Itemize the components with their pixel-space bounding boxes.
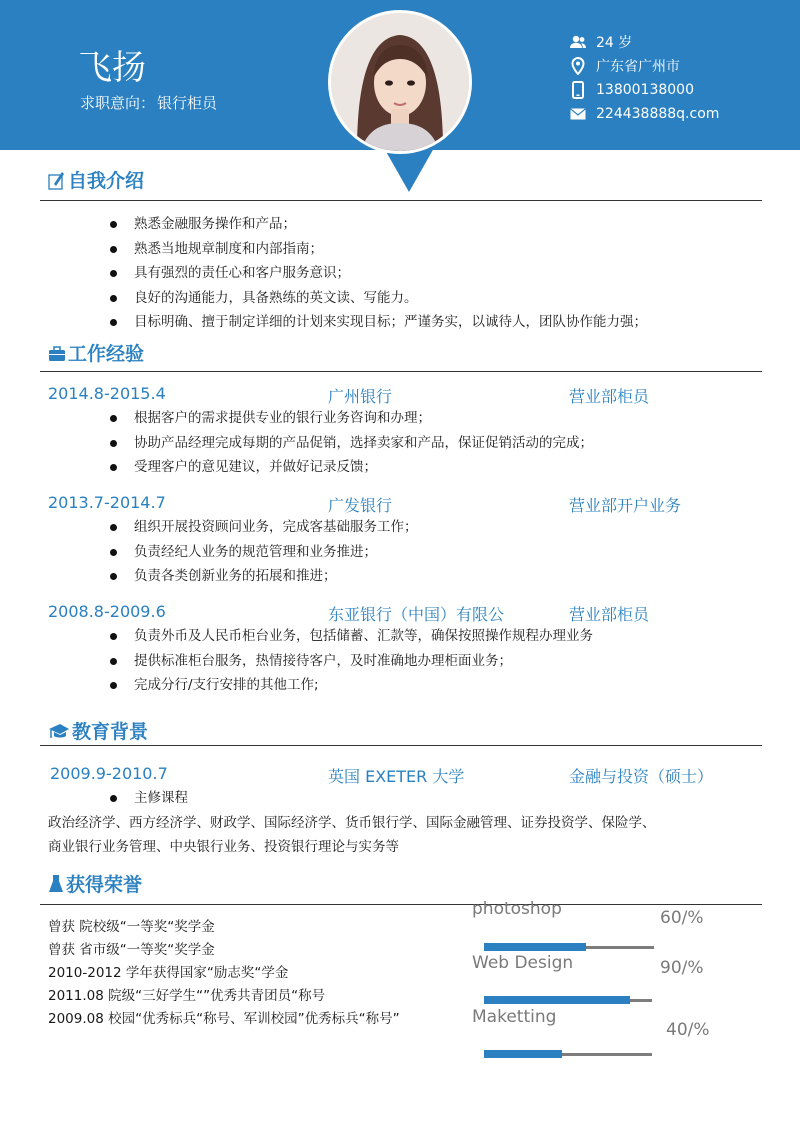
- section-title-text: 自我介绍: [68, 170, 145, 192]
- list-item: 2010-2012 学年获得国家“励志奖“学金: [48, 965, 289, 981]
- list-item: 完成分行/支行安排的其他工作;: [110, 673, 593, 698]
- section-title-text: 教育背景: [72, 721, 149, 743]
- job-company: 东亚银行（中国）有限公: [328, 605, 505, 624]
- avatar: [328, 10, 472, 154]
- list-item: 负责各类创新业务的拓展和推进；: [110, 564, 418, 589]
- skill-percent: 60/%: [660, 908, 704, 928]
- phone-text: 13800138000: [596, 82, 694, 98]
- section-divider: [40, 371, 762, 372]
- job-header: [48, 384, 768, 406]
- section-title-text: 工作经验: [68, 343, 145, 365]
- education-school: 英国 EXETER 大学: [328, 767, 465, 786]
- job-company: 广发银行: [328, 496, 393, 515]
- job-period: 2008.8-2009.6: [48, 602, 166, 621]
- job-period: 2014.8-2015.4: [48, 384, 166, 403]
- skill-percent: 90/%: [660, 958, 704, 978]
- job-duties: [110, 624, 593, 698]
- honors-list: [48, 916, 448, 1031]
- job-duties: [110, 406, 593, 480]
- job-header: [48, 602, 768, 624]
- contact-phone: [568, 78, 719, 102]
- list-item: 熟悉金融服务操作和产品；: [110, 212, 647, 237]
- job-header: [48, 493, 768, 515]
- list-item: 曾获 院校级“一等奖“奖学金: [48, 919, 215, 935]
- photo-pointer: [384, 148, 434, 192]
- contact-info: [568, 30, 719, 126]
- list-item: 主修课程: [110, 786, 188, 811]
- contact-location: [568, 54, 719, 78]
- education-major: 金融与投资（硕士）: [569, 767, 714, 786]
- section-title-education: [48, 717, 148, 744]
- person-icon: [568, 33, 588, 51]
- section-title-work: [48, 339, 144, 366]
- courses-line: 商业银行业务管理、中央银行业务、投资银行理论与实务等: [48, 839, 399, 855]
- course-label-list: [110, 786, 188, 811]
- skill-name: Web Design: [472, 953, 574, 973]
- section-title-text: 获得荣誉: [66, 874, 143, 896]
- envelope-icon: [568, 105, 588, 123]
- list-item: 曾获 省市级“一等奖“奖学金: [48, 942, 215, 958]
- skill-bar-fill: [484, 996, 630, 1004]
- contact-email: [568, 102, 719, 126]
- list-item: 协助产品经理完成每期的产品促销，选择卖家和产品，保证促销活动的完成；: [110, 431, 593, 456]
- courses-line: 政治经济学、西方经济学、财政学、国际经济学、货币银行学、国际金融管理、证券投资学、保险学、: [48, 815, 656, 831]
- edit-note-icon: [48, 169, 66, 191]
- skill-bar-fill: [484, 943, 586, 951]
- list-item: 良好的沟通能力，具备熟练的英文读、写能力。: [110, 286, 647, 311]
- job-intent-label: 求职意向：: [80, 94, 156, 112]
- profile-photo: [328, 10, 470, 152]
- section-divider: [40, 745, 762, 746]
- section-divider: [40, 200, 762, 201]
- job-role: 营业部柜员: [569, 605, 650, 624]
- list-item: 目标明确、擅于制定详细的计划来实现目标；严谨务实，以诚待人，团队协作能力强；: [110, 310, 647, 335]
- contact-age: [568, 30, 719, 54]
- education-period: 2009.9-2010.7: [50, 764, 168, 783]
- list-item: 负责外币及人民币柜台业务，包括储蓄、汇款等，确保按照操作规程办理业务: [110, 624, 593, 649]
- list-item: 负责经纪人业务的规范管理和业务推进；: [110, 540, 418, 565]
- job-company: 广州银行: [328, 387, 393, 406]
- skill-name: Maketting: [472, 1007, 557, 1027]
- job-role: 营业部开户业务: [569, 496, 682, 515]
- job-role: 营业部柜员: [569, 387, 650, 406]
- intro-list: [110, 212, 647, 335]
- skill-bar-fill: [484, 1050, 562, 1058]
- section-divider: [40, 904, 762, 905]
- list-item: 受理客户的意见建议，并做好记录反馈；: [110, 455, 593, 480]
- location-text: 广东省广州市: [596, 59, 680, 75]
- location-pin-icon: [568, 57, 588, 75]
- list-item: 熟悉当地规章制度和内部指南；: [110, 237, 647, 262]
- section-title-honors: [48, 870, 142, 897]
- list-item: 根据客户的需求提供专业的银行业务咨询和办理；: [110, 406, 593, 431]
- skill-name: photoshop: [472, 899, 562, 919]
- flask-icon: [48, 874, 64, 894]
- list-item: 提供标准柜台服务，热情接待客户，及时准确地办理柜面业务；: [110, 649, 593, 674]
- list-item: 组织开展投资顾问业务，完成客基础服务工作；: [110, 515, 418, 540]
- skill-percent: 40/%: [666, 1020, 710, 1040]
- graduation-cap-icon: [48, 720, 70, 742]
- phone-icon: [568, 81, 588, 99]
- education-header: [50, 764, 770, 786]
- list-item: 2011.08 院级“三好学生“”优秀共青团员“称号: [48, 988, 326, 1004]
- job-duties: [110, 515, 418, 589]
- job-period: 2013.7-2014.7: [48, 493, 166, 512]
- list-item: 2009.08 校园“优秀标兵“称号、军训校园”优秀标兵“称号”: [48, 1011, 400, 1027]
- list-item: 具有强烈的责任心和客户服务意识；: [110, 261, 647, 286]
- courses-text: [48, 811, 656, 859]
- section-title-intro: [48, 166, 144, 193]
- job-intent-value: 银行柜员: [157, 94, 218, 112]
- email-text: 224438888q.com: [596, 106, 720, 122]
- age-text: 24 岁: [596, 35, 633, 51]
- briefcase-icon: [48, 344, 66, 362]
- candidate-name: 飞扬: [78, 48, 146, 88]
- job-intent: [78, 92, 217, 113]
